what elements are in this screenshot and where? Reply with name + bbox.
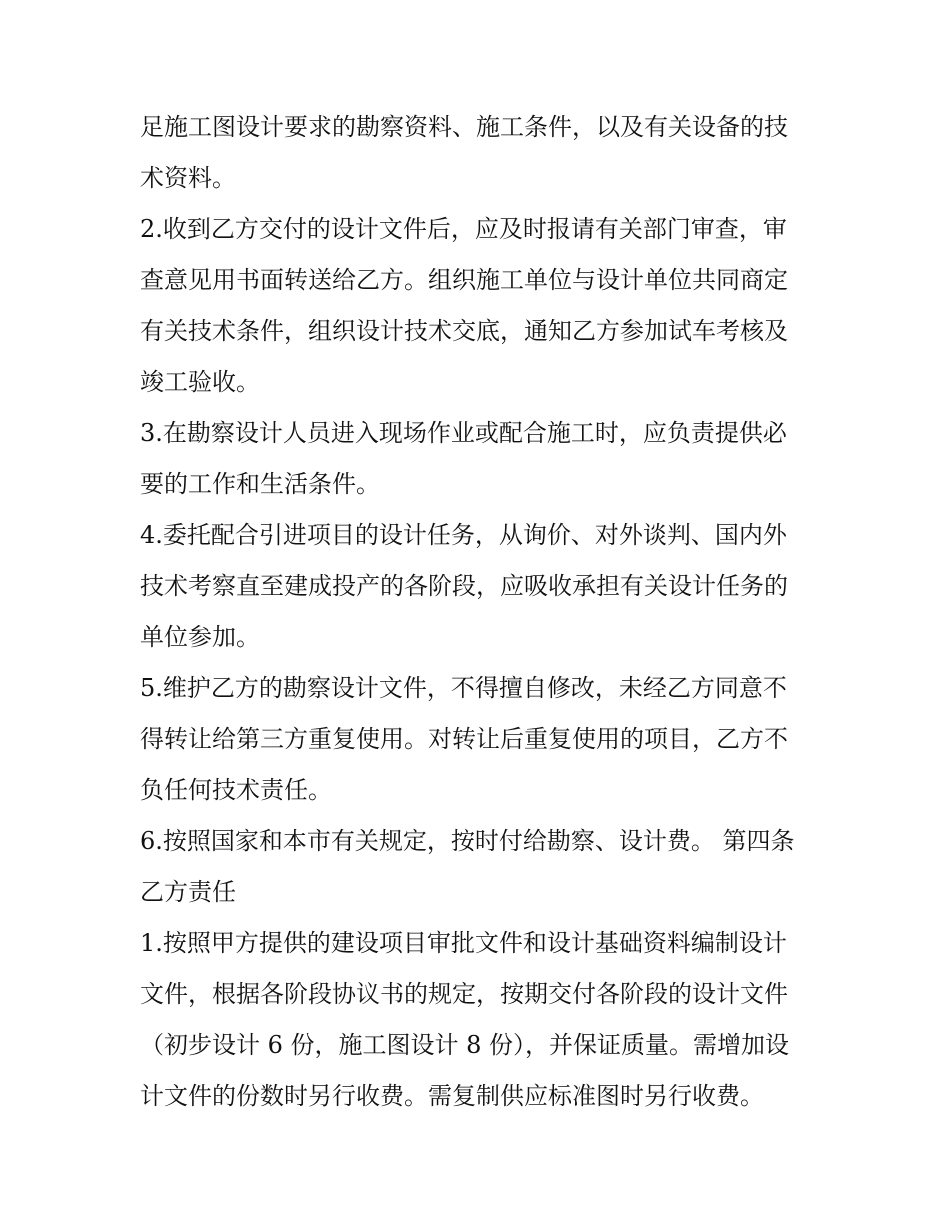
- text-line: 得转让给第三方重复使用。对转让后重复使用的项目，乙方不: [140, 725, 788, 753]
- text-line: 6.按照国家和本市有关规定，按时付给勘察、设计费。 第四条: [140, 827, 795, 855]
- text-line: 要的工作和生活条件。: [140, 470, 380, 498]
- text-line: 3.在勘察设计人员进入现场作业或配合施工时，应负责提供必: [140, 419, 787, 447]
- text-line: 查意见用书面转送给乙方。组织施工单位与设计单位共同商定: [140, 266, 788, 294]
- text-line: 文件，根据各阶段协议书的规定，按期交付各阶段的设计文件: [140, 980, 788, 1008]
- text-line: 4.委托配合引进项目的设计任务，从询价、对外谈判、国内外: [140, 521, 787, 549]
- text-line: 有关技术条件，组织设计技术交底，通知乙方参加试车考核及: [140, 317, 788, 345]
- text-line: 负任何技术责任。: [140, 776, 332, 804]
- text-line: 乙方责任: [140, 878, 236, 906]
- text-line: 术资料。: [140, 164, 236, 192]
- text-line: 1.按照甲方提供的建设项目审批文件和设计基础资料编制设计: [140, 929, 787, 957]
- text-line: 竣工验收。: [140, 368, 260, 396]
- text-line: 计文件的份数时另行收费。需复制供应标准图时另行收费。: [140, 1082, 764, 1110]
- text-line: 单位参加。: [140, 623, 260, 651]
- text-line: （初步设计 6 份，施工图设计 8 份），并保证质量。需增加设: [140, 1031, 790, 1059]
- document-body: [140, 102, 812, 1122]
- text-line: 技术考察直至建成投产的各阶段，应吸收承担有关设计任务的: [140, 572, 788, 600]
- text-line: 足施工图设计要求的勘察资料、施工条件，以及有关设备的技: [140, 113, 788, 141]
- text-line: 2.收到乙方交付的设计文件后，应及时报请有关部门审查，审: [140, 215, 787, 243]
- text-line: 5.维护乙方的勘察设计文件，不得擅自修改，未经乙方同意不: [140, 674, 787, 702]
